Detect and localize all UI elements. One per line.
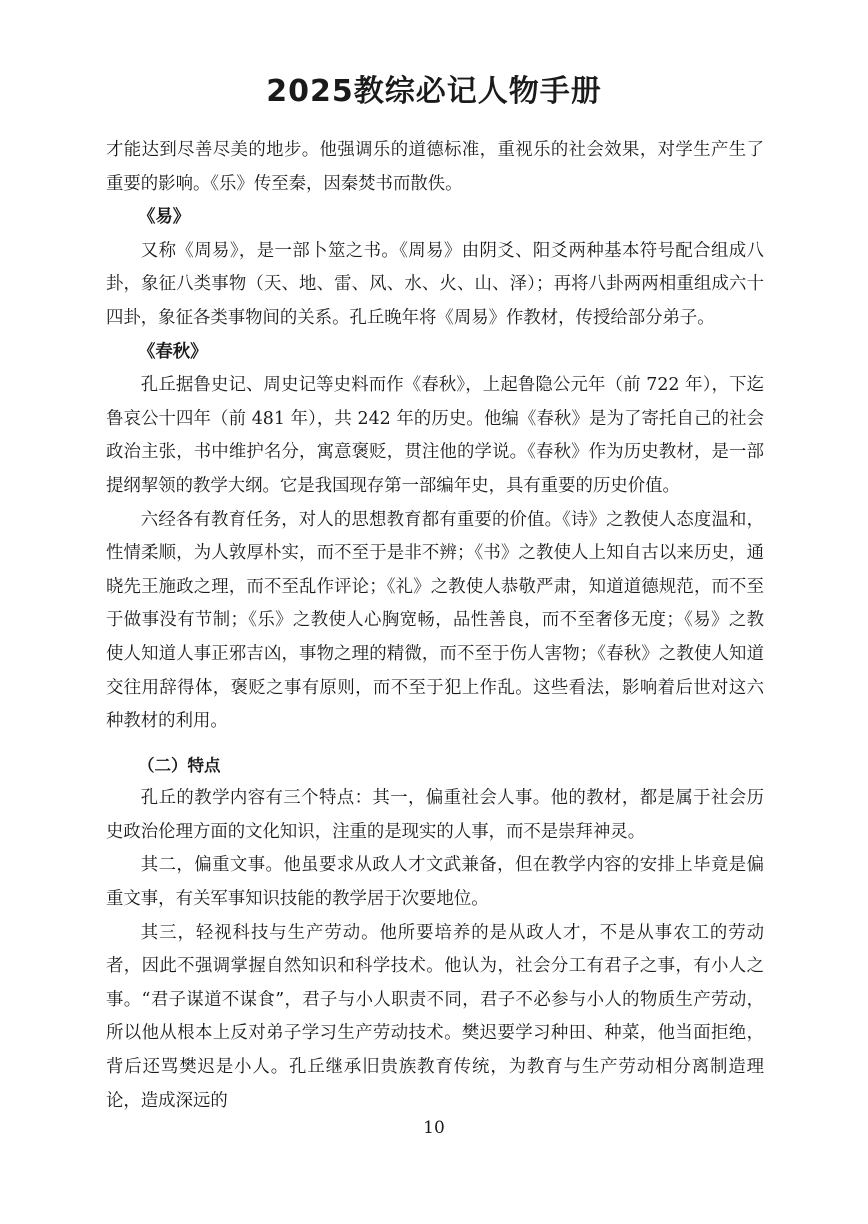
paragraph-feature-3: 其三，轻视科技与生产劳动。他所要培养的是从政人才，不是从事农工的劳动者，因此不强调掌握自然知识和科学技术。他认为，社会分工有君子之事，有小人之事。“君子谋道不谋食”，君子与小人职责不同，君子不必参与小人的物质生产劳动，所以他从根本上反对弟子学习生产劳动技术。樊迟要学习种田、种菜，他当面拒绝，背后还骂樊迟是小人。孔丘继承旧贵族教育传统，为教育与生产劳动相分离制造理论，造成深远的 — [106, 922, 764, 1111]
paragraph-feature-2: 其二，偏重文事。他虽要求从政人才文武兼备，但在教学内容的安排上毕竟是偏重文事，有关军事知识技能的教学居于次要地位。 — [106, 855, 764, 910]
paragraph-chunqiu: 孔丘据鲁史记、周史记等史料而作《春秋》，上起鲁隐公元年（前 722 年），下迄鲁哀公十四年（前 481 年），共 242 年的历史。他编《春秋》是为了寄托自己的社会政治主张，书中维护名分，寓意褒贬，贯注他的学说。《春秋》作为历史教材，是一部提纲挈领的教学大纲。它是我国现存第一部编年史，具有重要的历史价值。 — [106, 375, 764, 496]
section-heading-features: （二）特点 — [138, 755, 221, 775]
paragraph-feature-1: 孔丘的教学内容有三个特点：其一，偏重社会人事。他的教材，都是属于社会历史政治伦理方面的文化知识，注重的是现实的人事，而不是崇拜神灵。 — [106, 788, 764, 842]
paragraph-six-classics: 六经各有教育任务，对人的思想教育都有重要的价值。《诗》之教使人态度温和，性情柔顺，为人敦厚朴实，而不至于是非不辨；《书》之教使人上知自古以来历史，通晓先王施政之理，而不至乱作评论；《礼》之教使人恭敬严肃，知道道德规范，而不至于做事没有节制；《乐》之教使人心胸宽畅，品性善良，而不至奢侈无度；《易》之教使人知道人事正邪吉凶，事物之理的精微，而不至于伤人害物；《春秋》之教使人知道交往用辞得体，褒贬之事有原则，而不至于犯上作乱。这些看法，影响着后世对这六种教材的利用。 — [106, 509, 764, 732]
heading-yi: 《易》 — [138, 207, 191, 228]
paragraph-yi: 又称《周易》，是一部卜筮之书。《周易》由阴爻、阳爻两种基本符号配合组成八卦，象征八类事物（天、地、雷、风、水、火、山、泽）；再将八卦两两相重组成六十四卦，象征各类事物间的关系。孔丘晚年将《周易》作教材，传授给部分弟子。 — [106, 240, 764, 328]
paragraph-continued: 才能达到尽善尽美的地步。他强调乐的道德标准，重视乐的社会效果，对学生产生了重要的影响。《乐》传至秦，因秦焚书而散佚。 — [106, 140, 764, 194]
page-number: 10 — [423, 1118, 445, 1138]
page-title: 2025教综必记人物手册 — [266, 74, 602, 109]
heading-chunqiu: 《春秋》 — [138, 341, 208, 362]
document-body — [106, 134, 764, 1118]
